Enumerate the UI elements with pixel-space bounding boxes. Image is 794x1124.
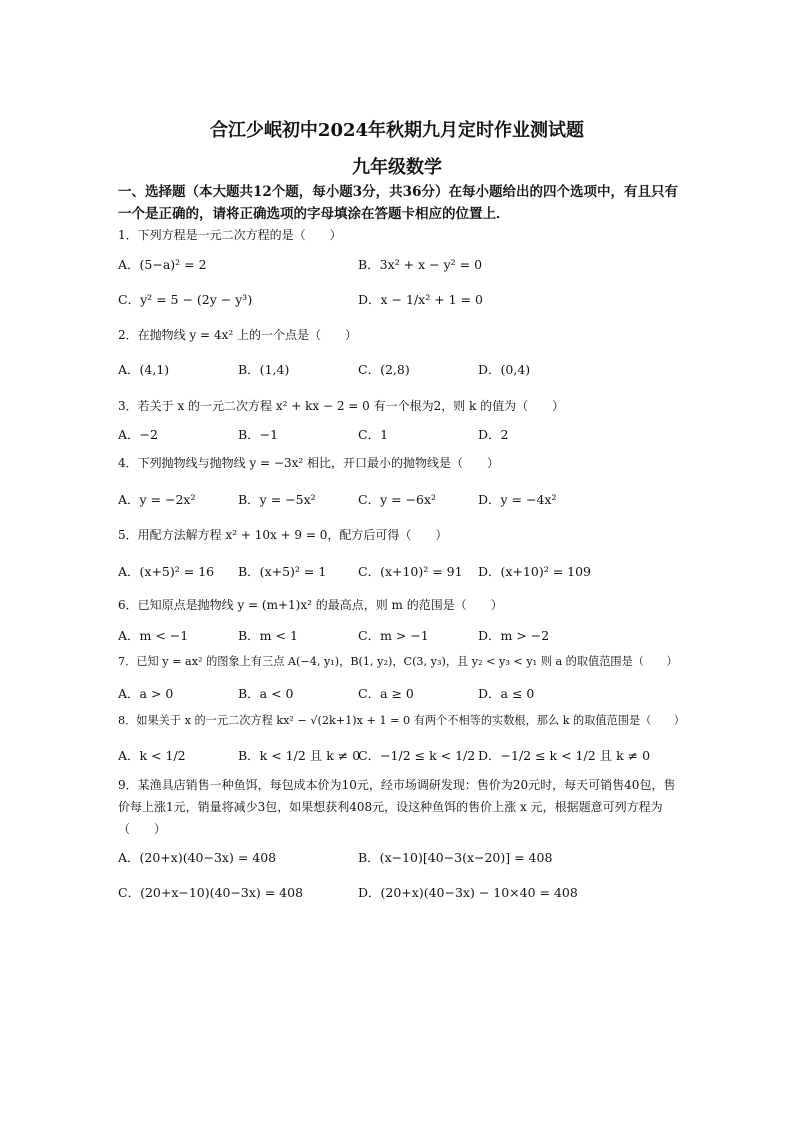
question-1-stem: 1．下列方程是一元二次方程的是（ ） bbox=[118, 228, 342, 242]
question-7-option-b: B．a < 0 bbox=[238, 686, 294, 701]
question-7-option-c: C．a ≥ 0 bbox=[358, 686, 414, 701]
question-1-option-b: B．3x² + x − y² = 0 bbox=[358, 257, 483, 272]
question-6-option-b: B．m < 1 bbox=[238, 628, 298, 643]
question-2-option-d: D．(0,4) bbox=[478, 362, 531, 377]
question-2-option-a: A．(4,1) bbox=[118, 362, 170, 377]
question-9-option-d: D．(20+x)(40−3x) − 10×40 = 408 bbox=[358, 885, 578, 900]
question-4-option-b: B．y = −5x² bbox=[238, 492, 316, 507]
question-1-option-c: C．y² = 5 − (2y − y³) bbox=[118, 292, 253, 307]
question-1-option-a: A．(5−a)² = 2 bbox=[118, 257, 207, 272]
question-7-stem: 7．已知 y = ax² 的图象上有三点 A(−4, y₁)，B(1, y₂)，C(3, y₃)，且 y₂ < y₃ < y₁ 则 a 的取值范围是（ ） bbox=[118, 655, 678, 668]
question-8-option-b: B．k < 1/2 且 k ≠ 0 bbox=[238, 748, 361, 763]
question-8-stem: 8．如果关于 x 的一元二次方程 kx² − √(2k+1)x + 1 = 0 有两个不相等的实数根，那么 k 的取值范围是（ ） bbox=[118, 714, 685, 727]
question-7-option-a: A．a > 0 bbox=[118, 686, 174, 701]
question-3-option-d: D．2 bbox=[478, 427, 509, 442]
question-6-option-d: D．m > −2 bbox=[478, 628, 550, 643]
question-8-option-c: C．−1/2 ≤ k < 1/2 bbox=[358, 748, 476, 763]
question-4-option-d: D．y = −4x² bbox=[478, 492, 557, 507]
question-5-option-d: D．(x+10)² = 109 bbox=[478, 564, 591, 579]
question-2-option-c: C．(2,8) bbox=[358, 362, 410, 377]
question-6-option-c: C．m > −1 bbox=[358, 628, 429, 643]
question-3-option-b: B．−1 bbox=[238, 427, 279, 442]
section-heading: 一、选择题（本大题共12个题，每小题3分，共36分）在每小题给出的四个选项中，有且只有一个是正确的，请将正确选项的字母填涂在答题卡相应的位置上． bbox=[118, 184, 678, 222]
question-9-stem: 9．某渔具店销售一种鱼饵，每包成本价为10元，经市场调研发现：售价为20元时，每天可销售40包，售价每上涨1元，销量将减少3包，如果想获利408元，设这种鱼饵的售价上涨 x 元，根据题意可列方程为（ ） bbox=[118, 778, 676, 836]
question-9-option-a: A．(20+x)(40−3x) = 408 bbox=[118, 850, 277, 865]
question-1-option-d: D．x − 1/x² + 1 = 0 bbox=[358, 292, 483, 307]
question-9-option-c: C．(20+x−10)(40−3x) = 408 bbox=[118, 885, 304, 900]
question-7-option-d: D．a ≤ 0 bbox=[478, 686, 535, 701]
question-5-option-a: A．(x+5)² = 16 bbox=[118, 564, 215, 579]
question-8-option-d: D．−1/2 ≤ k < 1/2 且 k ≠ 0 bbox=[478, 748, 651, 763]
question-8-option-a: A．k < 1/2 bbox=[118, 748, 186, 763]
question-3-option-c: C．1 bbox=[358, 427, 389, 442]
question-6-stem: 6．已知原点是抛物线 y = (m+1)x² 的最高点，则 m 的范围是（ ） bbox=[118, 598, 503, 612]
question-9-option-b: B．(x−10)[40−3(x−20)] = 408 bbox=[358, 850, 553, 865]
question-4-option-c: C．y = −6x² bbox=[358, 492, 437, 507]
question-2-option-b: B．(1,4) bbox=[238, 362, 290, 377]
question-4-option-a: A．y = −2x² bbox=[118, 492, 196, 507]
exam-title: 合江少岷初中2024年秋期九月定时作业测试题 bbox=[209, 120, 585, 141]
exam-subtitle: 九年级数学 bbox=[352, 157, 442, 178]
question-5-option-b: B．(x+5)² = 1 bbox=[238, 564, 327, 579]
question-2-stem: 2．在抛物线 y = 4x² 上的一个点是（ ） bbox=[118, 328, 357, 342]
question-4-stem: 4．下列抛物线与抛物线 y = −3x² 相比，开口最小的抛物线是（ ） bbox=[118, 456, 499, 470]
question-5-stem: 5．用配方法解方程 x² + 10x + 9 = 0，配方后可得（ ） bbox=[118, 528, 448, 542]
question-6-option-a: A．m < −1 bbox=[118, 628, 189, 643]
question-3-stem: 3．若关于 x 的一元二次方程 x² + kx − 2 = 0 有一个根为2，则 k 的值为（ ） bbox=[118, 399, 565, 413]
question-5-option-c: C．(x+10)² = 91 bbox=[358, 564, 463, 579]
question-3-option-a: A．−2 bbox=[118, 427, 158, 442]
